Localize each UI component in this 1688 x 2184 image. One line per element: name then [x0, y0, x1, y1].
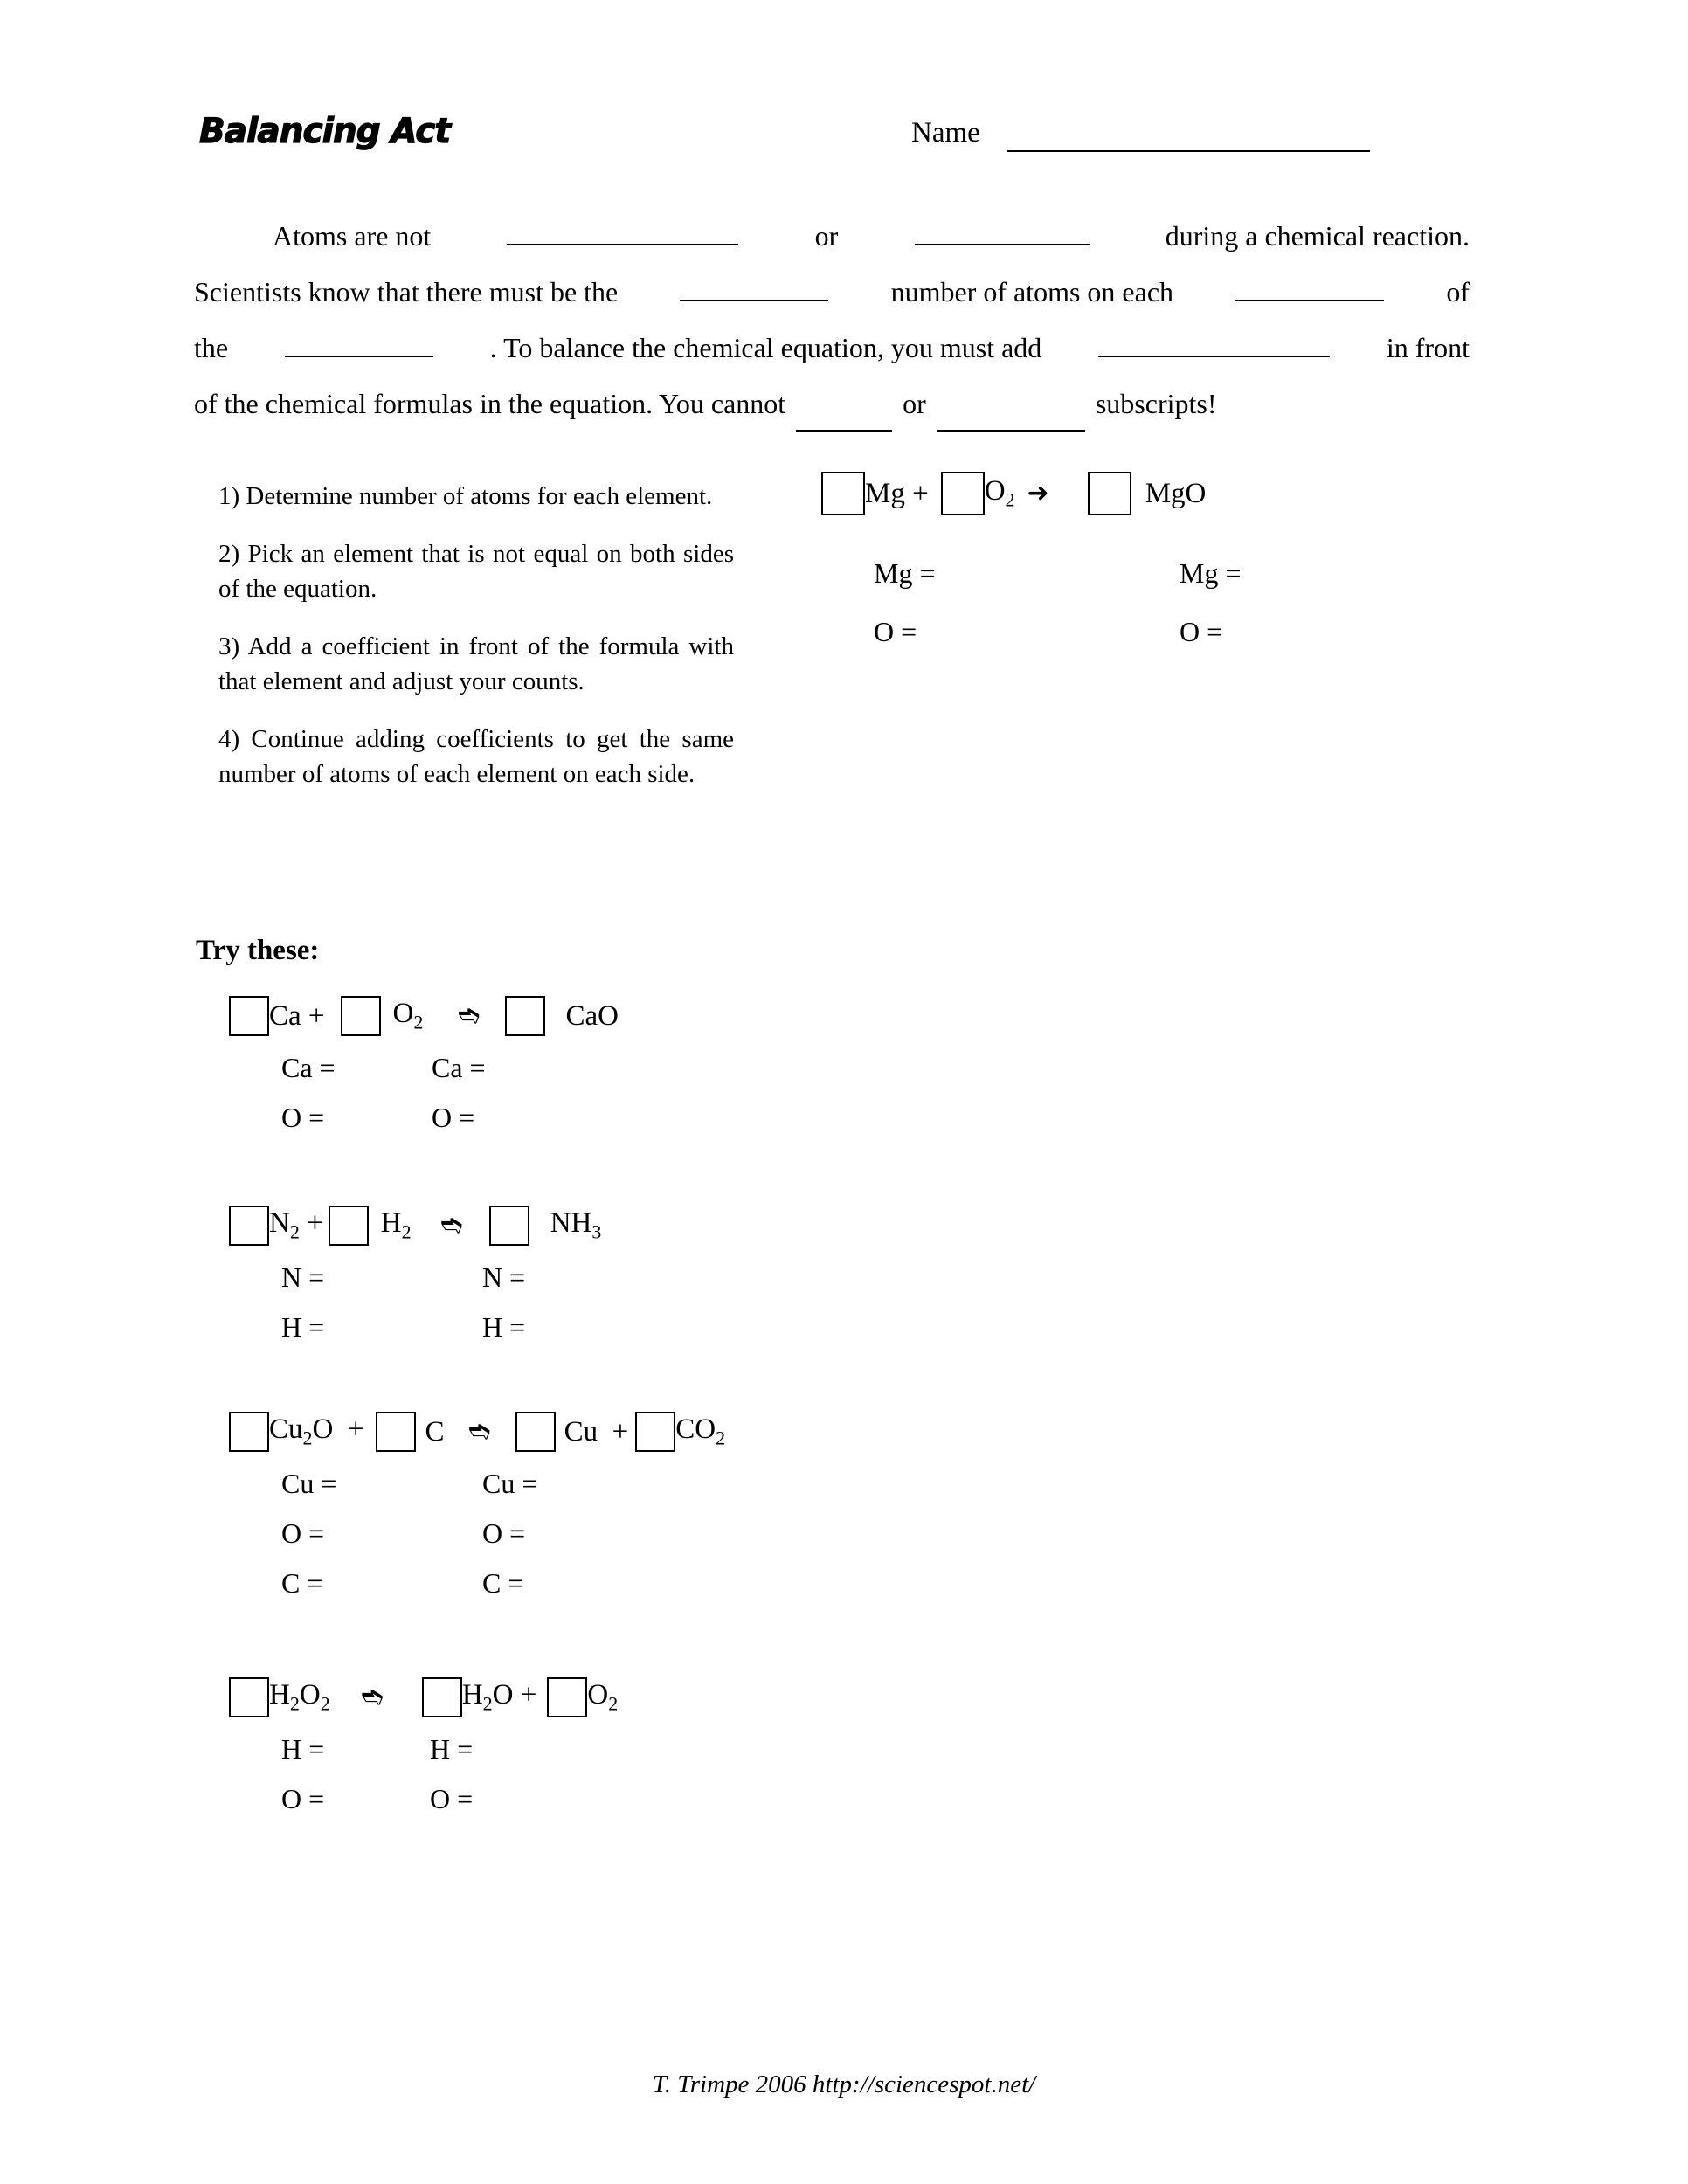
p1-right-count-2: O = [432, 1102, 475, 1133]
count-row [229, 1311, 1277, 1344]
p1-term-2: $O_2$ [392, 998, 424, 1033]
blank-5[interactable] [285, 329, 433, 357]
example-right-count-2: O = [1180, 616, 1223, 647]
intro-line4-text-b: or [903, 388, 926, 419]
p3-term-2: C [425, 1415, 445, 1448]
intro-line2-text-b: number of atoms on each [890, 276, 1174, 308]
p4-left-count-1: H = [281, 1733, 325, 1765]
intro-line-4 [194, 376, 1470, 432]
p4-term-2: $H_2O$ + [461, 1679, 537, 1715]
p1-term-3: CaO [565, 999, 619, 1032]
count-row [229, 1567, 1277, 1600]
example-term-2: $O_2$ [984, 475, 1015, 511]
coefficient-box-p3-2[interactable] [376, 1412, 416, 1452]
blank-1[interactable] [507, 218, 738, 245]
example-left-count-2: O = [874, 616, 917, 647]
page-title: Balancing Act [199, 112, 450, 151]
intro-line3-text-c: in front [1386, 332, 1470, 363]
intro-line4-text-c: subscripts! [1095, 388, 1217, 419]
step-4: 4) Continue adding coefficients to get the same number of atoms of each element on each side. [218, 725, 734, 788]
name-input-line[interactable] [1007, 150, 1370, 152]
coefficient-box-p4-3[interactable] [547, 1677, 587, 1717]
try-these-label: Try these: [196, 935, 320, 966]
p3-right-count-1: Cu = [482, 1468, 538, 1499]
coefficient-box-p3-1[interactable] [229, 1412, 269, 1452]
p2-term-2: $H_2$ [380, 1207, 412, 1243]
arrow-icon: ➬ [440, 1210, 463, 1241]
count-row [229, 1733, 1277, 1766]
p4-right-count-2: O = [430, 1783, 474, 1814]
count-row [229, 1468, 1277, 1500]
coefficient-box-example-2[interactable] [941, 472, 985, 515]
blank-7[interactable] [796, 404, 892, 432]
coefficient-box-p3-3[interactable] [515, 1412, 556, 1452]
coefficient-box-p4-1[interactable] [229, 1677, 269, 1717]
problem-1-equation [229, 996, 1277, 1036]
count-row [229, 1052, 1277, 1084]
step-2: 2) Pick an element that is not equal on both sides of the equation. [218, 540, 734, 603]
intro-line3-text-b: . To balance the chemical equation, you must add [489, 332, 1042, 363]
arrow-icon: ➬ [458, 1000, 481, 1031]
p3-right-count-3: C = [482, 1567, 524, 1599]
intro-line1-text-a: Atoms are not [273, 220, 432, 252]
coefficient-box-p2-3[interactable] [489, 1206, 529, 1246]
example-equation-block [821, 472, 1433, 674]
problem-4-equation [229, 1677, 1277, 1717]
p1-left-count-1: Ca = [281, 1052, 336, 1083]
p1-left-count-2: O = [281, 1102, 325, 1133]
arrow-icon: ➜ [1027, 478, 1049, 508]
count-row [229, 1517, 1277, 1550]
example-right-count-1: Mg = [1180, 557, 1242, 589]
example-term-1: Mg + [865, 477, 929, 509]
example-right-counts [1180, 557, 1485, 674]
problem-2 [229, 1206, 1277, 1361]
p3-term-4: $CO_2$ [675, 1413, 726, 1449]
example-equation [821, 472, 1433, 515]
p4-term-3: $O_2$ [587, 1679, 619, 1715]
blank-4[interactable] [1235, 273, 1384, 301]
problem-3-counts [229, 1468, 1277, 1600]
problem-2-counts [229, 1261, 1277, 1344]
page-footer: T. Trimpe 2006 http://sciencespot.net/ [652, 2070, 1036, 2098]
coefficient-box-example-3[interactable] [1088, 472, 1131, 515]
coefficient-box-p2-1[interactable] [229, 1206, 269, 1246]
problem-3 [229, 1412, 1277, 1617]
example-counts [874, 557, 1485, 674]
steps-list [218, 479, 734, 814]
name-label: Name [911, 117, 980, 149]
p3-term-3: Cu + [564, 1415, 629, 1448]
intro-line4-text-a: of the chemical formulas in the equation. You cannot [194, 388, 786, 419]
step-3: 3) Add a coefficient in front of the formula with that element and adjust your counts. [218, 632, 734, 695]
p1-right-count-1: Ca = [432, 1052, 486, 1083]
p2-left-count-1: N = [281, 1261, 325, 1293]
count-row [229, 1261, 1277, 1294]
blank-6[interactable] [1098, 329, 1330, 357]
intro-line-2 [194, 264, 1470, 320]
problem-2-equation [229, 1206, 1277, 1246]
example-term-3: MgO [1145, 477, 1207, 509]
p3-right-count-2: O = [482, 1517, 526, 1549]
p3-term-1: $Cu_2O$ + [269, 1413, 364, 1449]
problem-1 [229, 996, 1277, 1151]
problem-4-counts [229, 1733, 1277, 1815]
problem-4 [229, 1677, 1277, 1833]
problem-3-equation [229, 1412, 1277, 1452]
blank-3[interactable] [680, 273, 828, 301]
p2-term-3: $NH_3$ [550, 1207, 602, 1243]
example-left-count-1: Mg = [874, 557, 936, 589]
p2-term-1: $N_2$ + [269, 1207, 323, 1243]
intro-line2-text-c: of [1446, 276, 1470, 308]
intro-line-3 [194, 320, 1470, 376]
coefficient-box-p1-1[interactable] [229, 996, 269, 1036]
problem-1-counts [229, 1052, 1277, 1134]
p3-left-count-1: Cu = [281, 1468, 337, 1499]
coefficient-box-p2-2[interactable] [329, 1206, 369, 1246]
p2-left-count-2: H = [281, 1311, 325, 1343]
p4-term-1: $H_2O_2$ [269, 1679, 330, 1715]
p1-term-1: Ca + [269, 999, 325, 1032]
coefficient-box-example-1[interactable] [821, 472, 865, 515]
intro-line2-text-a: Scientists know that there must be the [194, 276, 619, 308]
step-1: 1) Determine number of atoms for each element. [218, 482, 713, 510]
coefficient-box-p4-2[interactable] [422, 1677, 462, 1717]
intro-line3-text-a: the [194, 332, 229, 363]
p2-right-count-2: H = [482, 1311, 526, 1343]
count-row [229, 1783, 1277, 1815]
count-row [229, 1102, 1277, 1134]
p3-left-count-3: C = [281, 1567, 323, 1599]
intro-line1-text-c: during a chemical reaction. [1165, 220, 1470, 252]
p3-left-count-2: O = [281, 1517, 325, 1549]
arrow-icon: ➬ [361, 1682, 384, 1712]
coefficient-box-p3-4[interactable] [635, 1412, 675, 1452]
page-header [199, 112, 1466, 182]
intro-line1-text-b: or [814, 220, 839, 252]
p4-right-count-1: H = [430, 1733, 474, 1765]
intro-line-1 [194, 208, 1470, 264]
arrow-icon: ➬ [468, 1416, 491, 1447]
coefficient-box-p1-2[interactable] [341, 996, 381, 1036]
p2-right-count-1: N = [482, 1261, 526, 1293]
intro-paragraph [194, 208, 1470, 432]
blank-2[interactable] [915, 218, 1090, 245]
p4-left-count-2: O = [281, 1783, 325, 1814]
coefficient-box-p1-3[interactable] [505, 996, 545, 1036]
blank-8[interactable] [937, 404, 1085, 432]
example-left-counts [874, 557, 1180, 674]
